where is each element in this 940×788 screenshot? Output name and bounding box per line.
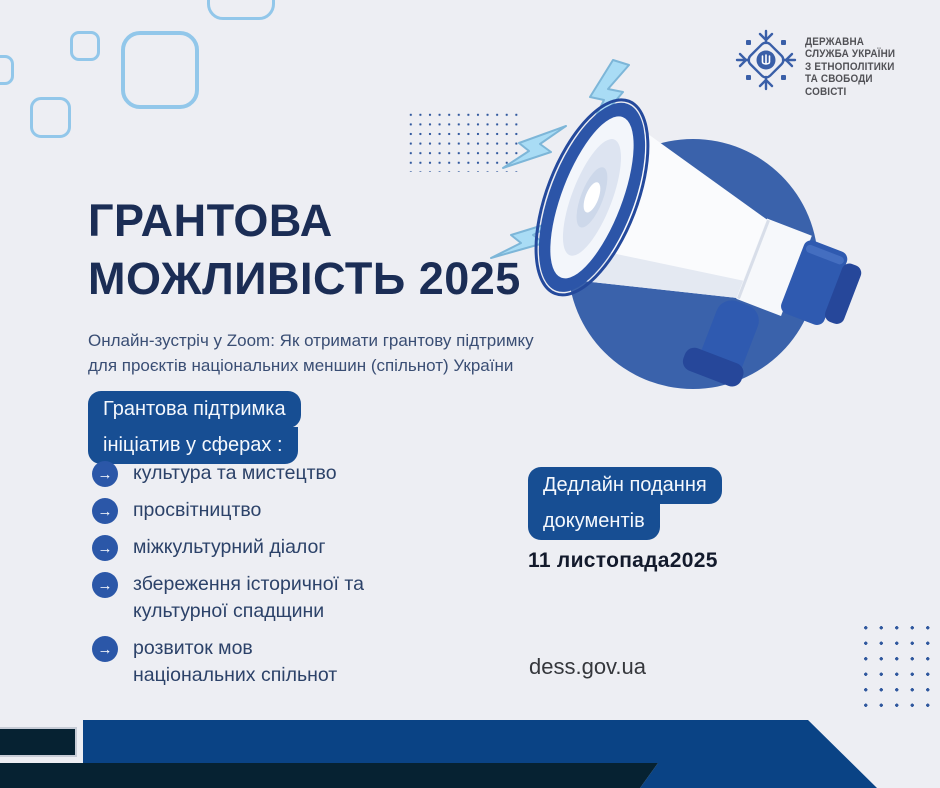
logo-line: СЛУЖБА УКРАЇНИ bbox=[805, 48, 896, 61]
area-label bbox=[133, 635, 337, 689]
area-label: міжкультурний діалог bbox=[133, 536, 326, 558]
megaphone-icon bbox=[504, 85, 889, 416]
list-item bbox=[92, 460, 432, 487]
subtitle-line-1: Онлайн-зустріч у Zoom: Як отримати грантову підтримку bbox=[88, 331, 534, 350]
deadline-bubble-line-1: Дедлайн подання bbox=[528, 467, 722, 504]
logo-org-name bbox=[805, 36, 895, 98]
arrow-circle-icon: → bbox=[92, 461, 118, 487]
support-bubble-line-1: Грантова підтримка bbox=[88, 391, 301, 428]
arrow-circle-icon: → bbox=[92, 636, 118, 662]
area-label-line-1: збереження історичної та bbox=[133, 573, 364, 595]
logo-line: ТА СВОБОДИ bbox=[805, 73, 873, 86]
list-item bbox=[92, 571, 432, 625]
area-label: культура та мистецтво bbox=[133, 462, 337, 484]
logo-line: З ЕТНОПОЛІТИКИ bbox=[805, 60, 895, 73]
list-item bbox=[92, 635, 432, 689]
list-item bbox=[92, 497, 432, 524]
area-label bbox=[133, 571, 364, 625]
support-bubble-line-2: ініціатив у сферах : bbox=[88, 427, 298, 464]
support-areas-bubble bbox=[88, 391, 301, 464]
logo-line: ДЕРЖАВНА bbox=[805, 36, 865, 48]
area-label-line-1: розвиток мов bbox=[133, 637, 253, 659]
folk-ornament-emblem-icon bbox=[734, 28, 798, 92]
deadline-bubble bbox=[528, 467, 722, 540]
bottom-ribbon-decoration bbox=[0, 720, 877, 788]
title-line-1: ГРАНТОВА bbox=[88, 195, 333, 246]
dess-logo bbox=[734, 28, 905, 98]
area-label-line-2: культурної спадщини bbox=[133, 600, 325, 622]
deadline-date: 11 листопада2025 bbox=[528, 549, 718, 572]
logo-line: СОВІСТІ bbox=[805, 85, 847, 98]
area-label-line-2: національних спільнот bbox=[133, 664, 338, 686]
support-areas-list bbox=[92, 460, 432, 699]
poster-title bbox=[88, 192, 521, 308]
title-line-2: МОЖЛИВІСТЬ 2025 bbox=[88, 253, 521, 304]
bottom-left-rectangle-decoration bbox=[0, 727, 77, 757]
arrow-circle-icon: → bbox=[92, 498, 118, 524]
poster-subtitle bbox=[88, 328, 534, 378]
website-url: dess.gov.ua bbox=[529, 654, 647, 679]
list-item bbox=[92, 534, 432, 561]
arrow-circle-icon: → bbox=[92, 572, 118, 598]
deadline-bubble-line-2: документів bbox=[528, 503, 660, 540]
subtitle-line-2: для проєктів національних меншин (спільнот) України bbox=[88, 356, 514, 375]
area-label: просвітництво bbox=[133, 499, 262, 521]
arrow-circle-icon: → bbox=[92, 535, 118, 561]
